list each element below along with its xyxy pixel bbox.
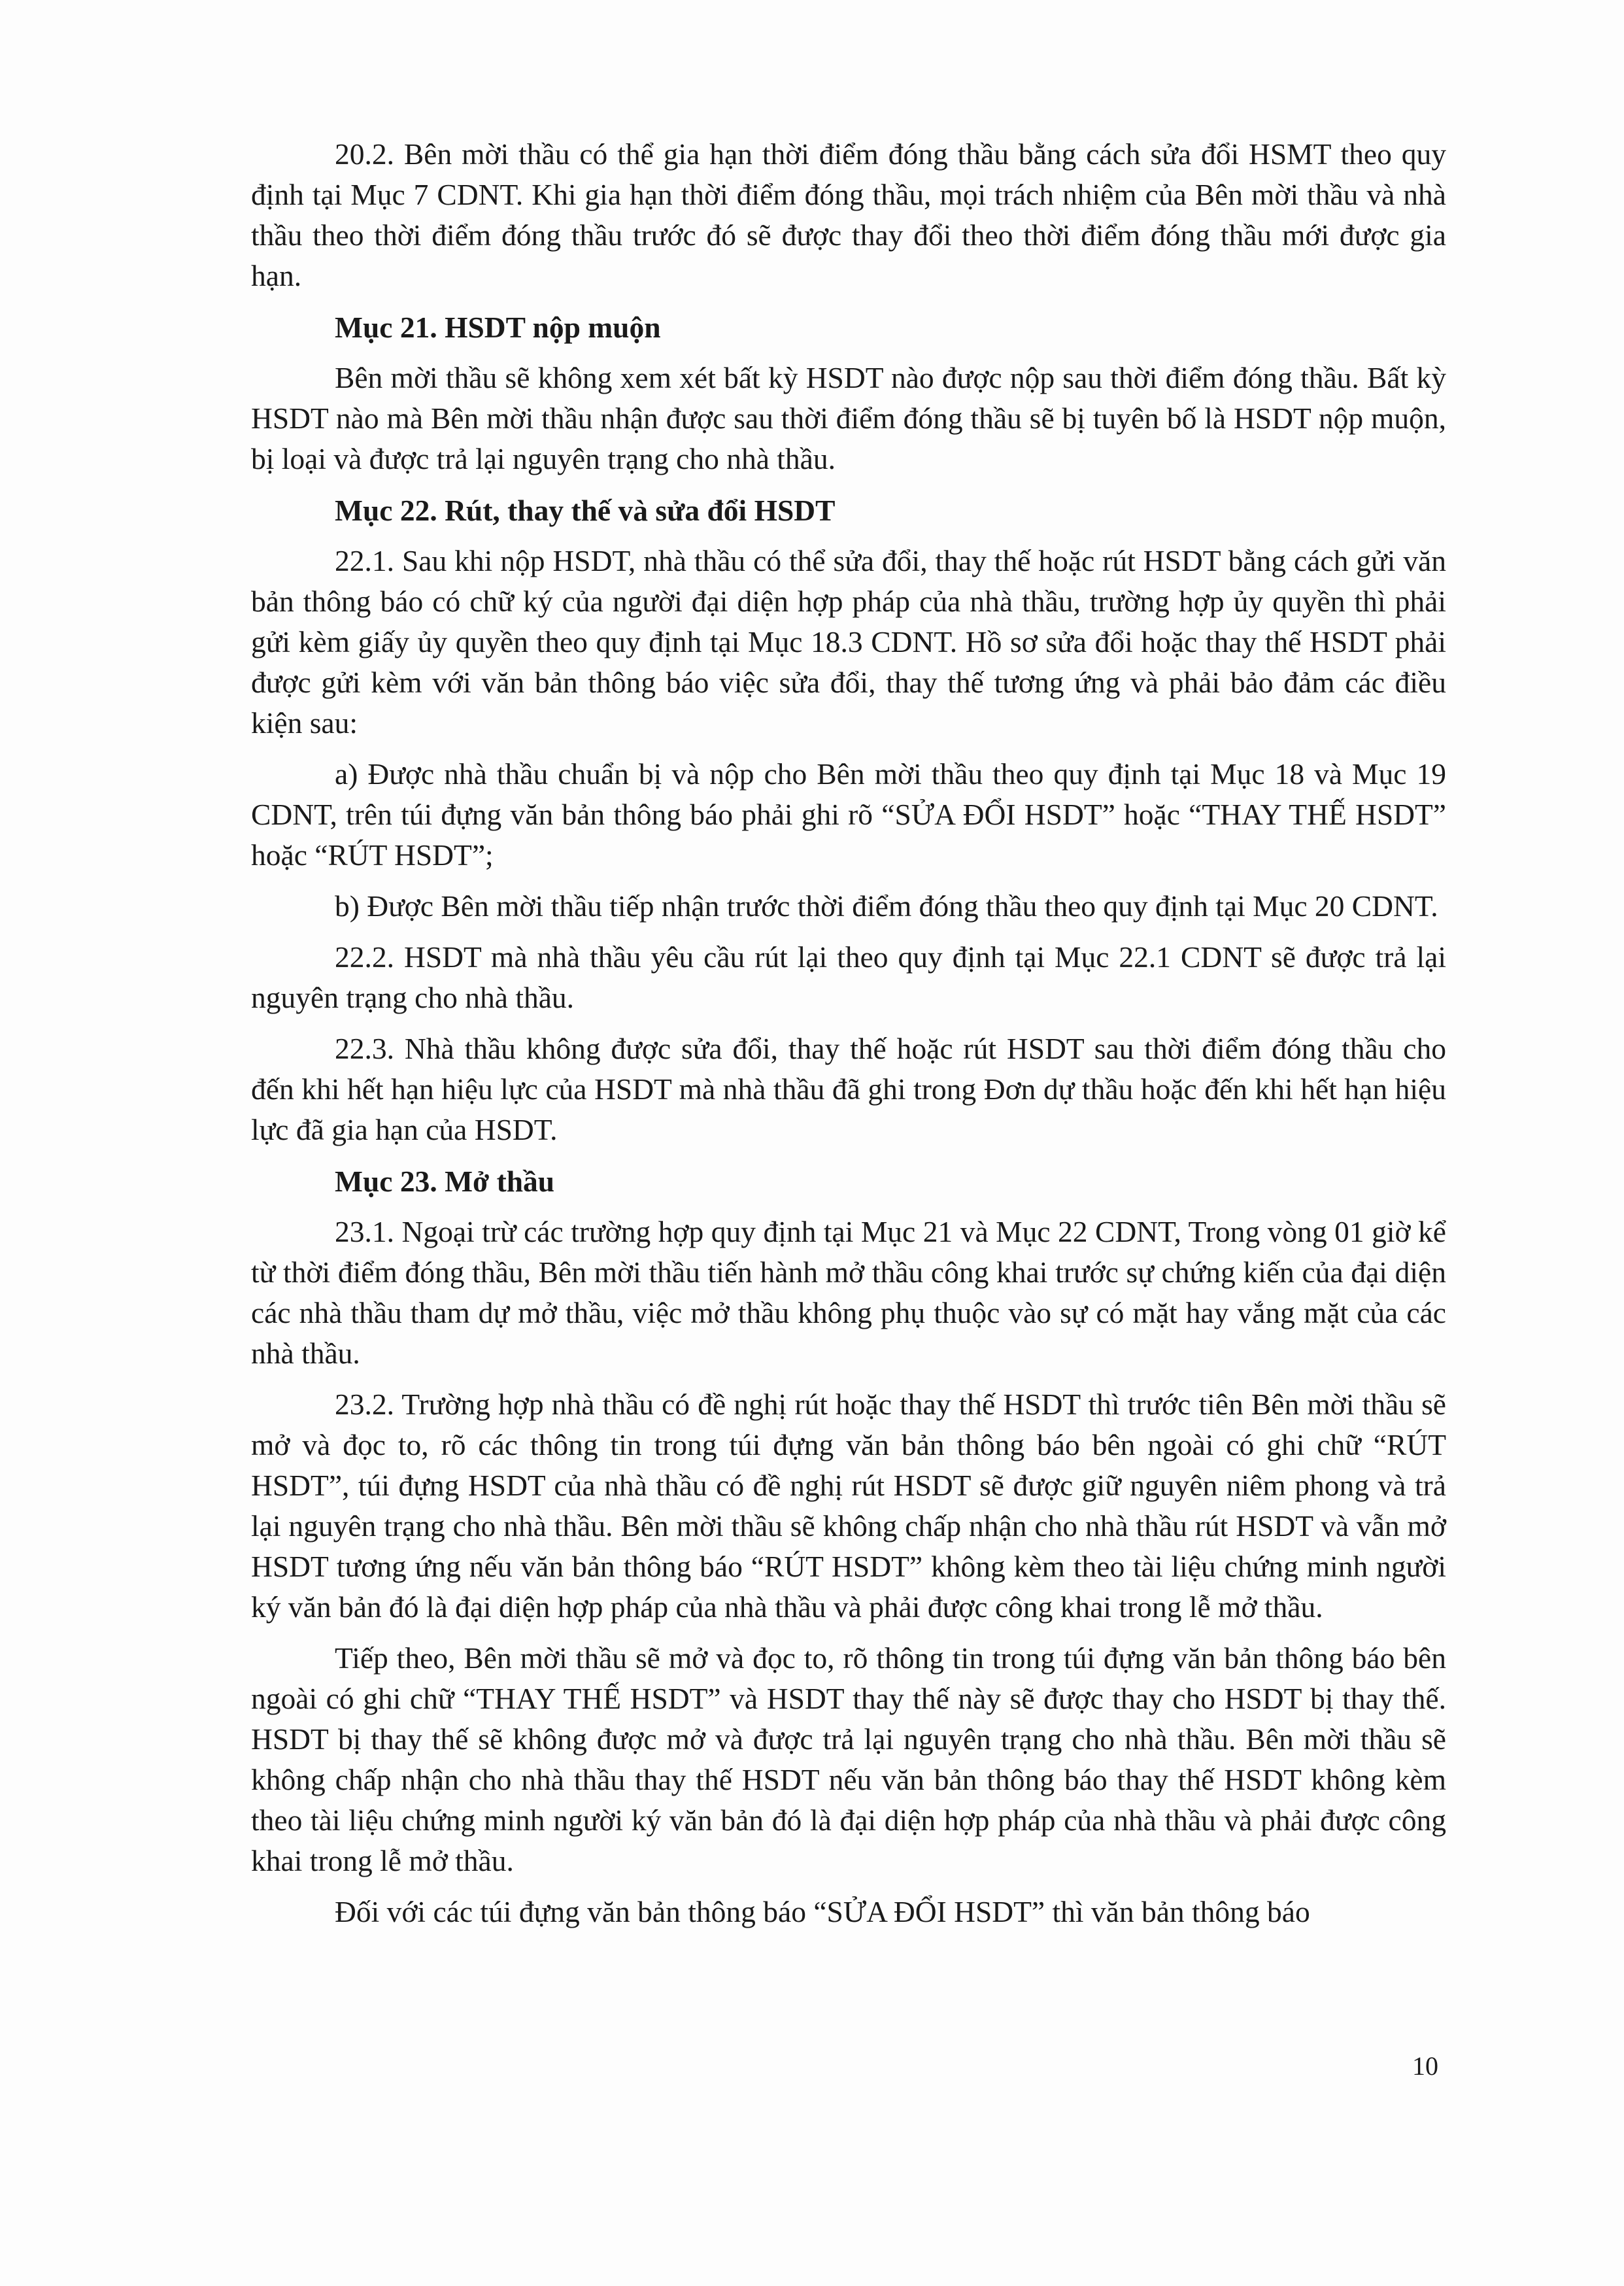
page-number: 10 bbox=[1412, 2051, 1438, 2081]
paragraph-22-1-a: a) Được nhà thầu chuẩn bị và nộp cho Bên mời thầu theo quy định tại Mục 18 và Mục 19 CDNT, trên túi đựng văn bản thông báo phải ghi rõ “SỬA ĐỔI HSDT” hoặc “THAY THẾ HSDT” hoặc “RÚT HSDT”; bbox=[251, 757, 1446, 872]
paragraph-21: Bên mời thầu sẽ không xem xét bất kỳ HSDT nào được nộp sau thời điểm đóng thầu. Bất kỳ HSDT nào mà Bên mời thầu nhận được sau thời điểm đóng thầu sẽ bị tuyên bố là HSDT nộp muộn, bị loại và được trả lại nguyên trạng cho nhà thầu. bbox=[251, 361, 1446, 475]
document-body bbox=[251, 134, 1446, 1943]
paragraph-22-1-b: b) Được Bên mời thầu tiếp nhận trước thời điểm đóng thầu theo quy định tại Mục 20 CDNT. bbox=[335, 889, 1438, 923]
section-21-heading: Mục 21. HSDT nộp muộn bbox=[335, 311, 661, 344]
paragraph-22-2: 22.2. HSDT mà nhà thầu yêu cầu rút lại theo quy định tại Mục 22.1 CDNT sẽ được trả lại nguyên trạng cho nhà thầu. bbox=[251, 940, 1446, 1014]
paragraph-23-2: 23.2. Trường hợp nhà thầu có đề nghị rút hoặc thay thế HSDT thì trước tiên Bên mời thầu sẽ mở và đọc to, rõ các thông tin trong túi đựng văn bản thông báo bên ngoài có ghi chữ “RÚT HSDT”, túi đựng HSDT của nhà thầu có đề nghị rút HSDT sẽ được giữ nguyên niêm phong và trả lại nguyên trạng cho nhà thầu. Bên mời thầu sẽ không chấp nhận cho nhà thầu rút HSDT và vẫn mở HSDT tương ứng nếu văn bản thông báo “RÚT HSDT” không kèm theo tài liệu chứng minh người ký văn bản đó là đại diện hợp pháp của nhà thầu và phải được công khai trong lễ mở thầu. bbox=[251, 1388, 1446, 1624]
section-23-heading: Mục 23. Mở thầu bbox=[335, 1165, 555, 1198]
paragraph-23-1: 23.1. Ngoại trừ các trường hợp quy định tại Mục 21 và Mục 22 CDNT, Trong vòng 01 giờ kể từ thời điểm đóng thầu, Bên mời thầu tiến hành mở thầu công khai trước sự chứng kiến của đại diện các nhà thầu tham dự mở thầu, việc mở thầu không phụ thuộc vào sự có mặt hay vắng mặt của các nhà thầu. bbox=[251, 1215, 1446, 1370]
paragraph-20-2: 20.2. Bên mời thầu có thể gia hạn thời điểm đóng thầu bằng cách sửa đổi HSMT theo quy định tại Mục 7 CDNT. Khi gia hạn thời điểm đóng thầu, mọi trách nhiệm của Bên mời thầu và nhà thầu theo thời điểm đóng thầu trước đó sẽ được thay đổi theo thời điểm đóng thầu mới được gia hạn. bbox=[251, 137, 1446, 292]
paragraph-amendment: Đối với các túi đựng văn bản thông báo “SỬA ĐỔI HSDT” thì văn bản thông báo bbox=[335, 1895, 1310, 1928]
paragraph-replacement: Tiếp theo, Bên mời thầu sẽ mở và đọc to, rõ thông tin trong túi đựng văn bản thông báo bên ngoài có ghi chữ “THAY THẾ HSDT” và HSDT thay thế này sẽ được thay cho HSDT bị thay thế. HSDT bị thay thế sẽ không được mở và được trả lại nguyên trạng cho nhà thầu. Bên mời thầu sẽ không chấp nhận cho nhà thầu thay thế HSDT nếu văn bản thông báo thay thế HSDT không kèm theo tài liệu chứng minh người ký văn bản đó là đại diện hợp pháp của nhà thầu và phải được công khai trong lễ mở thầu. bbox=[251, 1641, 1446, 1877]
paragraph-22-3: 22.3. Nhà thầu không được sửa đổi, thay thế hoặc rút HSDT sau thời điểm đóng thầu cho đến khi hết hạn hiệu lực của HSDT mà nhà thầu đã ghi trong Đơn dự thầu hoặc đến khi hết hạn hiệu lực đã gia hạn của HSDT. bbox=[251, 1032, 1446, 1146]
paragraph-22-1: 22.1. Sau khi nộp HSDT, nhà thầu có thể sửa đổi, thay thế hoặc rút HSDT bằng cách gửi văn bản thông báo có chữ ký của người đại diện hợp pháp của nhà thầu, trường hợp ủy quyền thì phải gửi kèm giấy ủy quyền theo quy định tại Mục 18.3 CDNT. Hồ sơ sửa đổi hoặc thay thế HSDT phải được gửi kèm với văn bản thông báo việc sửa đổi, thay thế tương ứng và phải bảo đảm các điều kiện sau: bbox=[251, 544, 1446, 740]
section-22-heading: Mục 22. Rút, thay thế và sửa đổi HSDT bbox=[335, 494, 836, 527]
